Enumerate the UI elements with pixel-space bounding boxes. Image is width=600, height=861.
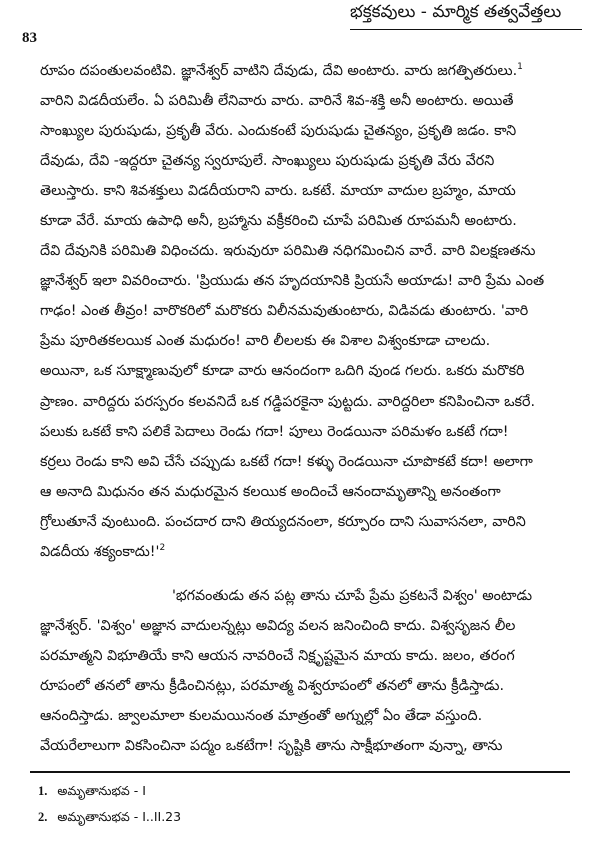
- text-line: రూపం దపంతులవంటివి. జ్ఞానేశ్వర్ వాటిని దేవుడు, దేవి అంటారు. వారు జగత్పితరులు.$^1$: [40, 62, 523, 79]
- text-line: ఆనందిస్తాడు. జ్వాలమాలా కులమయినంత మాత్రంతో అగ్నుల్లో ఏం తేడా వస్తుంది.: [40, 707, 483, 724]
- body-text: [40, 56, 592, 761]
- text-line: తెలుస్తారు. కాని శివశక్తులు విడదీయరాని వారు. ఒకటే. మాయా వాదుల బ్రహ్మం, మాయ: [40, 183, 516, 200]
- footnote-separator: [30, 771, 570, 773]
- text-line: దేవుడు, దేవి -ఇద్దరూ చైతన్య స్వరూపులే. సాంఖ్యులు పురుషుడు ప్రకృతి వేరు వేరని: [40, 153, 495, 170]
- page-number: 83: [22, 30, 37, 46]
- footnote-text: అమృతానుభవ - I..II.23: [57, 809, 182, 824]
- footnote-number: 1.: [38, 784, 48, 798]
- running-title-underline: [350, 29, 582, 30]
- text-line: ప్రేమ పూరితకలయిక ఎంత మధురం! వారి లీలలకు ఈ విశాల విశ్వంకూడా చాలదు.: [40, 333, 491, 350]
- text-line: వారిని విడదీయలేం. ఏ పరిమితీ లేనివారు వారు. వారినే శివ-శక్తి అనీ అంటారు. అయితే: [40, 93, 514, 110]
- footnote-text: అమృతానుభవ - I: [57, 783, 146, 798]
- running-title: భక్తకవులు - మార్మిక తత్వవేత్తలు: [350, 2, 562, 22]
- text-line: ప్రాణం. వారిద్దరు పరస్పరం కలవనిదే ఒక గడ్డిపరకైనా పుట్టదు. వారిద్దరిలా కనిపించినా ఒకరే.: [40, 393, 536, 410]
- text-line: గ్రోలుతూనే వుంటుంది. పంచదార దాని తియ్యదనంలా, కర్పూరం దాని సువాసనలా, వారిని: [40, 513, 526, 530]
- text-line: 'భగవంతుడు తన పట్ల తాను చూపే ప్రేమ ప్రకటనే విశ్వం' అంటాడు: [172, 587, 533, 604]
- footnotes: [38, 778, 558, 830]
- text-line: జ్ఞానేశ్వర్. 'విశ్వం' అజ్ఞాన వాదులన్నట్లు అవిద్య వలన జనించింది కాదు. విశ్వసృజన లీల: [40, 617, 516, 634]
- text-line: పలుకు ఒకటే కాని పలికే పెదాలు రెండు గదా! పూలు రెండయినా పరిమళం ఒకటే గదా!: [40, 423, 509, 440]
- text-line: సాంఖ్యుల పురుషుడు, ప్రకృతీ వేరు. ఎందుకంటే పురుషుడు చైతన్యం, ప్రకృతి జడం. కాని: [40, 123, 517, 140]
- text-line: వేయరేలాలుగా వికసించినా పద్మం ఒకటేగా! సృష్టికి తాను సాక్షీభూతంగా వున్నా, తాను: [40, 738, 503, 755]
- text-line: విడదీయ $శక్యంకాదు!'^2$: [40, 542, 166, 560]
- text-line: కర్రలు రెండు కాని అవి చేసే చప్పుడు ఒకటే గదా! కళ్ళు రెండయినా చూపొకటే కదా! అలాగా: [40, 453, 533, 470]
- footnote-item: [38, 804, 558, 830]
- text-line: రూపంలో తనలో తాను క్రీడించినట్లు, పరమాత్మ విశ్వరూపంలో తనలో తాను క్రీడిస్తాడు.: [40, 677, 504, 694]
- footnote-mark: 2: [159, 542, 166, 553]
- footnote-number: 2.: [38, 810, 48, 824]
- text-line: పరమాత్మని విభూతియే కాని ఆయన నావరించే నిక్షృష్టమైన మాయ కాదు. జలం, తరంగ: [40, 647, 515, 664]
- footnote-item: [38, 778, 558, 804]
- text-line: కూడా వేరే. మాయ ఉపాధి అనీ, బ్రహ్మాను వక్రీకరించి చూపే పరిమిత రూపమనీ అంటారు.: [40, 213, 517, 230]
- text-line: ఆ అనాది మిధునం తన మధురమైన కలయిక అందించే ఆనందామృతాన్ని అనంతంగా: [40, 483, 501, 500]
- text-line: గాఢం! ఎంత తీవ్రం! వారొకరిలో మరొకరు విలీనమవుతుంటారు, విడివడు తుంటారు. 'వారి: [40, 303, 529, 320]
- footnote-mark: 1: [517, 62, 523, 72]
- text-line: దేవి దేవునికి పరిమితి విధించదు. ఇరువురూ పరిమితి నధిగమించిన వారే. వారి విలక్షణతను: [40, 243, 536, 260]
- text-line: అయినా, ఒక సూక్ష్మాణువులో కూడా వారు ఆనందంగా ఒదిగి వుండ గలరు. ఒకరు మరొకరి: [40, 363, 525, 380]
- text-line: జ్ఞానేశ్వర్ ఇలా వివరించారు. 'ప్రియుడు తన హృదయానికి ప్రియసే అయాడు! వారి ప్రేమ ఎంత: [40, 273, 545, 290]
